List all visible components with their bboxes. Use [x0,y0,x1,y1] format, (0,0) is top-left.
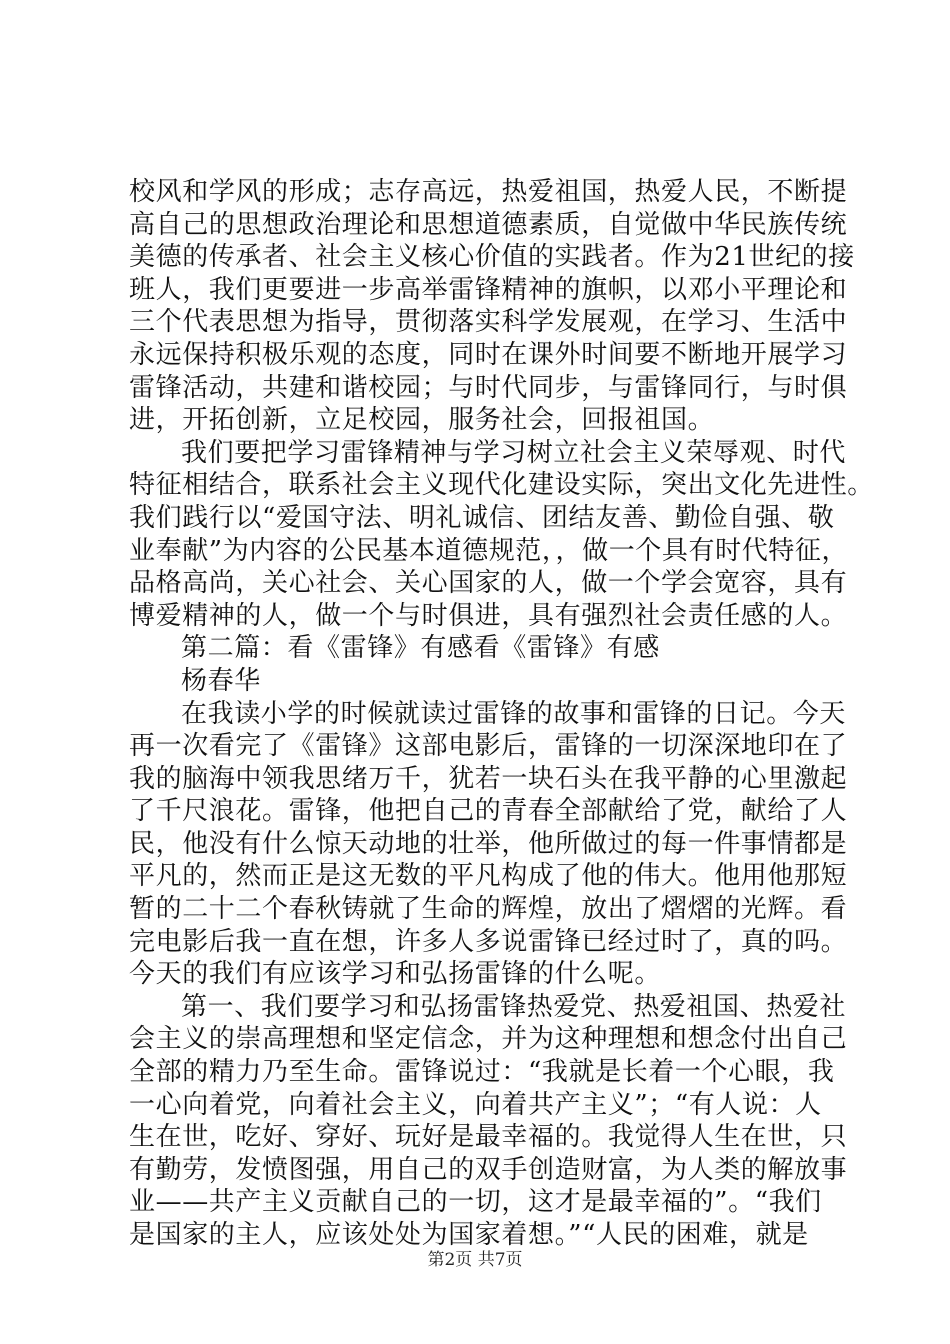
page-number-footer: 第2页 共7页 [427,1250,523,1270]
text-line: 完电影后我一直在想，许多人多说雷锋已经过时了，真的吗。 [129,926,848,957]
text-line: 生在世，吃好、穿好、玩好是最幸福的。我觉得人生在世，只 [129,1122,848,1153]
text-line: 博爱精神的人，做一个与时俱进，具有强烈社会责任感的人。 [129,600,848,631]
text-line: 全部的精力乃至生命。雷锋说过：“我就是长着一个心眼，我 [129,1057,835,1088]
document-body [129,176,874,1252]
text-line: 平凡的，然而正是这无数的平凡构成了他的伟大。他用他那短 [129,861,848,892]
section-title: 第二篇：看《雷锋》有感看《雷锋》有感 [181,633,660,664]
text-line: 雷锋活动，共建和谐校园；与时代同步，与雷锋同行，与时俱 [129,372,848,403]
text-line: 我们践行以“爱国守法、明礼诚信、团结友善、勤俭自强、敬 [129,502,835,533]
author-name: 杨春华 [181,665,261,696]
text-line: 暂的二十二个春秋铸就了生命的辉煌，放出了熠熠的光辉。看 [129,894,848,925]
text-line: 第一、我们要学习和弘扬雷锋热爱党、热爱祖国、热爱社 [181,991,847,1022]
text-line: 永远保持积极乐观的态度，同时在课外时间要不断地开展学习 [129,339,848,370]
text-line: 美德的传承者、社会主义核心价值的实践者。作为21世纪的接 [129,242,855,273]
text-line: 一心向着党，向着社会主义，向着共产主义”；“有人说：人 [129,1089,822,1120]
text-line: 业——共产主义贡献自己的一切，这才是最幸福的”。“我们 [129,1187,822,1218]
text-line: 三个代表思想为指导，贯彻落实科学发展观，在学习、生活中 [129,307,848,338]
text-line: 品格高尚，关心社会、关心国家的人，做一个学会宽容，具有 [129,568,848,599]
text-line: 今天的我们有应该学习和弘扬雷锋的什么呢。 [129,959,662,990]
text-line: 我们要把学习雷锋精神与学习树立社会主义荣辱观、时代 [181,437,847,468]
text-line: 特征相结合，联系社会主义现代化建设实际，突出文化先进性。 [129,470,874,501]
text-line: 再一次看完了《雷锋》这部电影后，雷锋的一切深深地印在了 [129,731,848,762]
text-line: 进，开拓创新，立足校园，服务社会，回报祖国。 [129,405,715,436]
text-line: 我的脑海中领我思绪万千，犹若一块石头在我平静的心里激起 [129,763,848,794]
text-line: 业奉献”为内容的公民基本道德规范，，做一个具有时代特征， [129,535,849,566]
text-line: 民，他没有什么惊天动地的壮举，他所做过的每一件事情都是 [129,828,848,859]
text-line: 校风和学风的形成；志存高远，热爱祖国，热爱人民，不断提 [129,177,848,207]
text-line: 在我读小学的时候就读过雷锋的故事和雷锋的日记。今天 [181,698,847,729]
text-line: 有勤劳，发愤图强，用自己的双手创造财富，为人类的解放事 [129,1154,848,1185]
text-line: 是国家的主人，应该处处为国家着想。”“人民的困难，就是 [129,1220,809,1250]
text-line: 了千尺浪花。雷锋，他把自己的青春全部献给了党，献给了人 [129,796,848,827]
text-line: 班人，我们更要进一步高举雷锋精神的旗帜，以邓小平理论和 [129,274,848,305]
text-line: 会主义的崇高理想和坚定信念，并为这种理想和想念付出自己 [129,1024,848,1055]
text-line: 高自己的思想政治理论和思想道德素质，自觉做中华民族传统 [129,209,848,240]
